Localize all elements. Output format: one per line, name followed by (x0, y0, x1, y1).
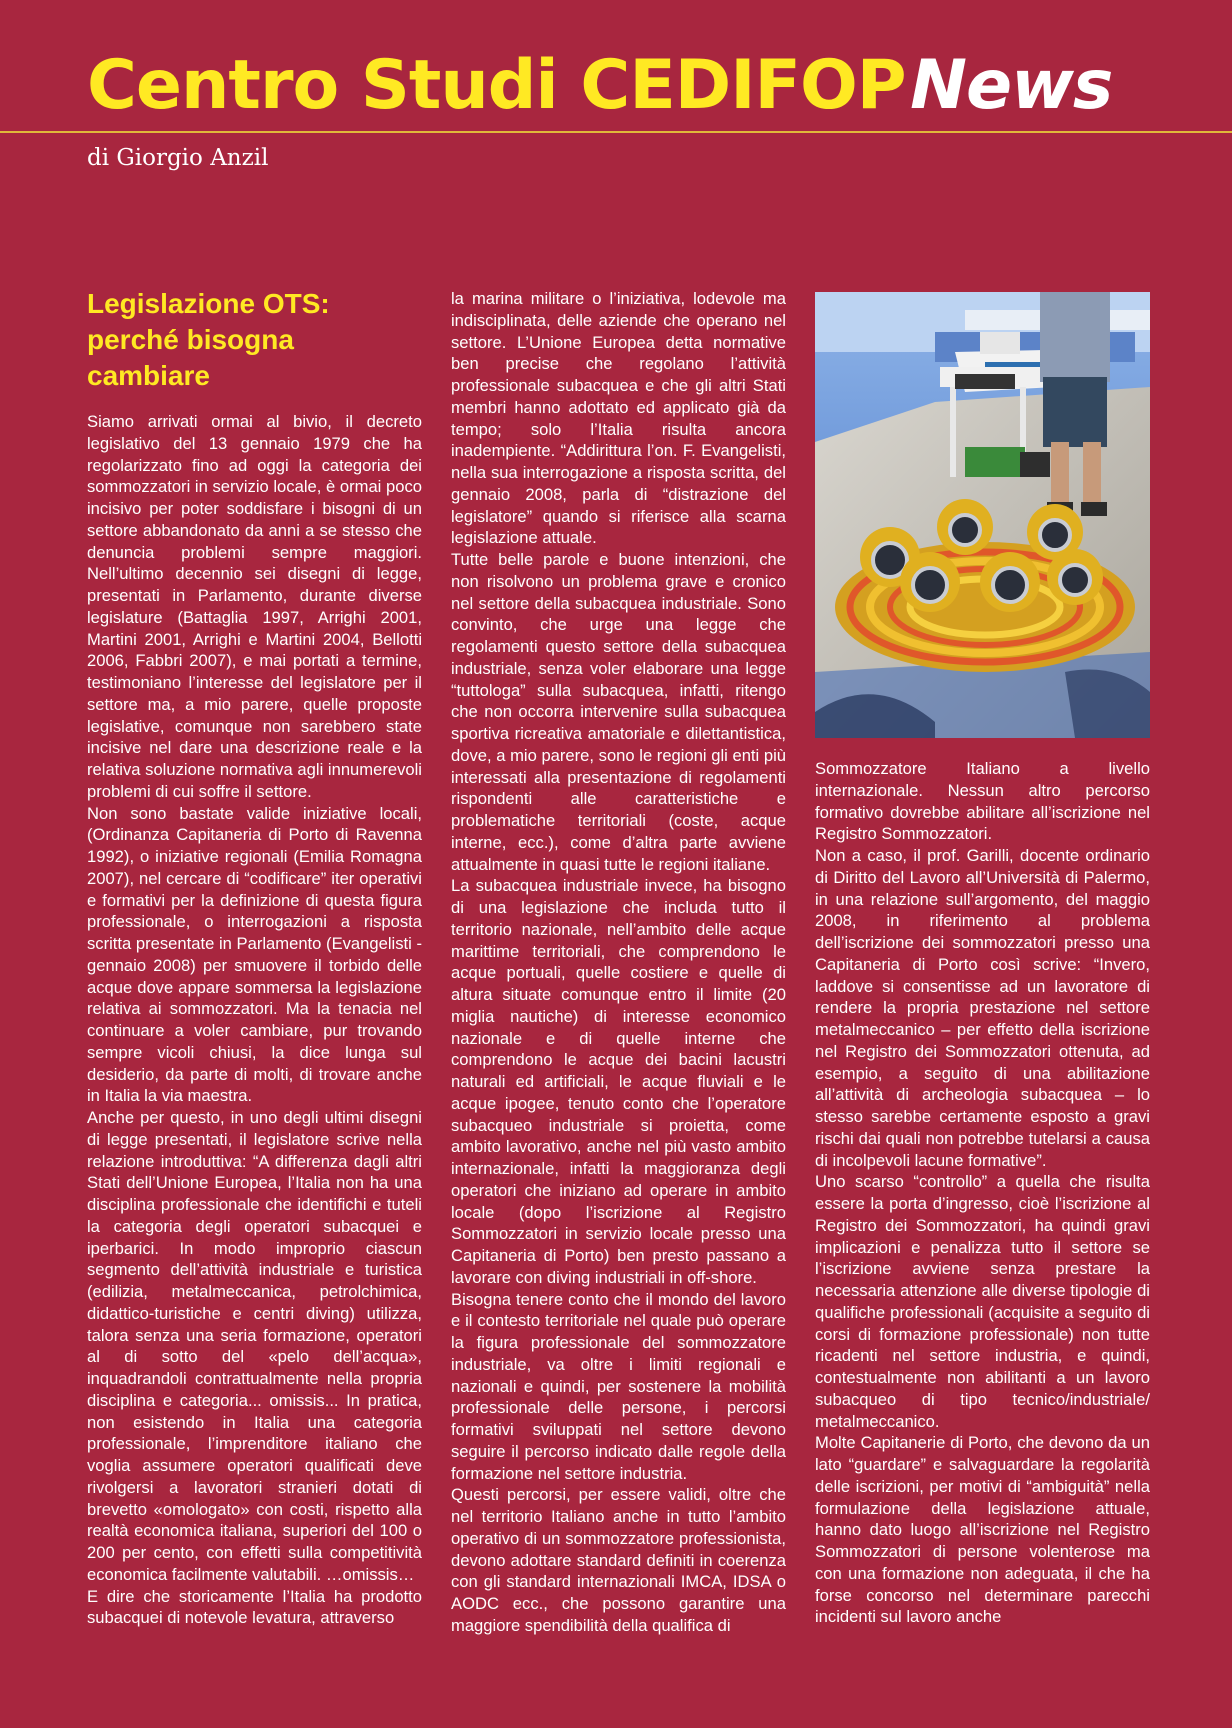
paragraph: Non a caso, il prof. Garilli, docente ordinario di Diritto del Lavoro all’Università di Palermo, in una relazione sull’argomento, del maggio 2008, in riferimento al problema dell’iscrizione dei sommozzatori presso una Capitaneria di Porto così scrive: “Invero, laddove si consentisse ad un lavoratore di rendere la propria prestazione nel settore metalmeccanico – per effetto della iscrizione nel Registro dei Sommozzatori ottenuta, ad esempio, a seguito di una abilitazione all’attività di archeologia subacquea – lo stesso sarebbe certamente esposto a gravi rischi dai quali non potrebbe tutelarsi a causa di incolpevoli lacune formative”. (815, 846, 1150, 1170)
paragraph: La subacquea industriale invece, ha bisogno di una legislazione che includa tutto il territorio nazionale, nell’ambito delle acque marittime territoriali, che comprendono le acque portuali, quelle costiere e quelle di altura situate comunque entro il limite (20 miglia nautiche) di interesse economico nazionale e di quelle interne che comprendono le acque dei bacini lacustri naturali ed artificiali, le acque fluviali e le acque ipogee, tenuto conto che l’operatore subacqueo industriale si proietta, come ambito lavorativo, anche nel più vasto ambito internazionale, infatti la maggioranza degli operatori che iniziano ad operare in ambito locale (dopo l’iscrizione al Registro Sommozzatori in servizio locale presso una Capitaneria di Porto) ben presto passano a lavorare con diving industriali in off-shore. (451, 876, 786, 1287)
paragraph: Questi percorsi, per essere validi, oltre che nel territorio Italiano anche in tutto l’ambito operativo di un sommozzatore professionista, devono adottare standard definiti in coerenza con gli standard internazionali IMCA, IDSA o AODC ecc., che possono garantire una maggiore spendibilità della qualifica di (451, 1485, 786, 1635)
photo-illustration (815, 292, 1150, 738)
masthead-brand: Centro Studi CEDIFOP (87, 46, 906, 125)
header-rule (0, 131, 1232, 133)
diving-helmets-photo (815, 292, 1150, 738)
paragraph: Tutte belle parole e buone intenzioni, che non risolvono un problema grave e cronico nel settore della subacquea industriale. Sono convinto, che urge una legge che regolamenti questo settore della subacquea industriale, senza voler elaborare una legge “tuttologa” sulla subacquea, infatti, ritengo che non occorra intervenire sulla subacquea sportiva ricreativa amatoriale e dilettantistica, dove, a mio parere, sono le regioni gli enti più interessati alla presentazione di regolamenti rispondenti alle caratteristiche e problematiche territoriali (coste, acque interne, ecc.), come d’altra parte avviene attualmente in quasi tutte le regioni italiane. (451, 550, 786, 874)
paragraph: Non sono bastate valide iniziative locali, (Ordinanza Capitaneria di Porto di Ravenna 1992), o iniziative regionali (Emilia Romagna 2007), nel cercare di “codificare” iter operativi e formativi per la definizione di questa figura professionale, o interrogazioni a risposta scritta presentate in Parlamento (Evangelisti - gennaio 2008) per smuovere il torbido delle acque dove appare sommersa la legislazione relativa ai sommozzatori. Ma la tenacia nel continuare a voler cambiare, pur trovando sempre vicoli chiusi, la dice lunga sul desiderio, da parte di molti, di trovare anche in Italia la via maestra. (87, 803, 422, 1106)
paragraph: E dire che storicamente l’Italia ha prodotto subacquei di notevole levatura, attraverso (87, 1586, 422, 1628)
paragraph: Uno scarso “controllo” a quella che risulta essere la porta d’ingresso, cioè l’iscrizione al Registro dei Sommozzatori, ha quindi gravi implicazioni e penalizza tutto il settore se l’iscrizione avviene senza prestare la necessaria attenzione alle diverse tipologie di qualifiche professionali (acquisite a seguito di corsi di formazione professionale) non tutte ricadenti nel settore industria, e quindi, contestualmente non abilitanti a un lavoro subacqueo di tipo tecnico/industriale/ metalmeccanico. (815, 1172, 1150, 1431)
masthead (87, 46, 1113, 125)
article-headline: Legislazione OTS: perché bisogna cambiare (87, 288, 330, 391)
author-byline: di Giorgio Anzil (87, 145, 269, 171)
paragraph: Siamo arrivati ormai al bivio, il decreto legislativo del 13 gennaio 1979 che ha regolarizzato fino ad oggi la categoria dei sommozzatori in servizio locale, è ormai poco incisivo per poter soddisfare i bisogni di un settore abbandonato da anni a se stesso che denuncia problemi sempre maggiori. Nell’ultimo decennio sei disegni di legge, presentati in Parlamento, durante diverse legislature (Battaglia 1997, Arrighi 2001, Martini 2001, Arrighi e Martini 2004, Bellotti 2006, Fabbri 2007), e mai portati a termine, testimoniano l’interesse del legislatore per il settore ma, a mio parere, quelle proposte legislative, comunque non sarebbero state incisive nel dare una descrizione reale e la relativa soluzione normativa agli innumerevoli problemi di cui soffre il settore. (87, 412, 422, 801)
paragraph: Anche per questo, in uno degli ultimi disegni di legge presentati, il legislatore scrive nella relazione introduttiva: “A differenza dagli altri Stati dell’Unione Europea, l’Italia non ha una disciplina professionale che identifichi e tuteli la categoria degli operatori subacquei e iperbarici. In modo improprio ciascun segmento dell’attività industriale e turistica (edilizia, metalmeccanica, petrolchimica, didattico-turistiche e centri diving) utilizza, talora senza una seria formazione, operatori al di sotto del «pelo dell’acqua», inquadrandoli contrattualmente nella propria disciplina e categoria... omissis... In pratica, non esistendo in Italia una categoria professionale, l’imprenditore italiano che voglia assumere operatori qualificati deve rivolgersi a lavoratori stranieri dotati di brevetto «omologato» con costi, rispetto alla realtà economica italiana, superiori del 100 o 200 per cento, con effetti sulla competitività economica facilmente valutabili. …omissis… (87, 1108, 422, 1584)
article-column-3 (815, 758, 1150, 1628)
masthead-news: News (910, 46, 1113, 125)
paragraph: Bisogna tenere conto che il mondo del lavoro e il contesto territoriale nel quale può operare la figura professionale del sommozzatore industriale, va oltre i limiti regionali e nazionali e quindi, per sostenere la mobilità professionale delle persone, i percorsi formativi sviluppati nel settore devono seguire il percorso indicato dalle regole della formazione nel settore industria. (451, 1289, 786, 1483)
article-column-2 (451, 288, 786, 1637)
article-column-1 (87, 411, 422, 1629)
paragraph: Molte Capitanerie di Porto, che devono da un lato “guardare” e salvaguardare la regolarità delle iscrizioni, per motivi di “ambiguità” nella formulazione della legislazione attuale, hanno dato luogo all’iscrizione nel Registro Sommozzatori di persone volenterose ma con una formazione non adeguata, il che ha forse concorso nel determinare parecchi incidenti sul lavoro anche (815, 1433, 1150, 1627)
paragraph: la marina militare o l’iniziativa, lodevole ma indisciplinata, delle aziende che operano nel settore. L’Unione Europea detta normative ben precise che regolano l’attività professionale subacquea e che gli altri Stati membri hanno adottato ed applicato già da tempo; solo l’Italia risulta ancora inadempiente. “Addirittura l’on. F. Evangelisti, nella sua interrogazione a risposta scritta, del gennaio 2008, parla di “distrazione del legislatore” quando si riferisce alla scarna legislazione attuale. (451, 289, 786, 548)
paragraph: Sommozzatore Italiano a livello internazionale. Nessun altro percorso formativo dovrebbe abilitare all’iscrizione nel Registro Sommozzatori. (815, 759, 1150, 844)
